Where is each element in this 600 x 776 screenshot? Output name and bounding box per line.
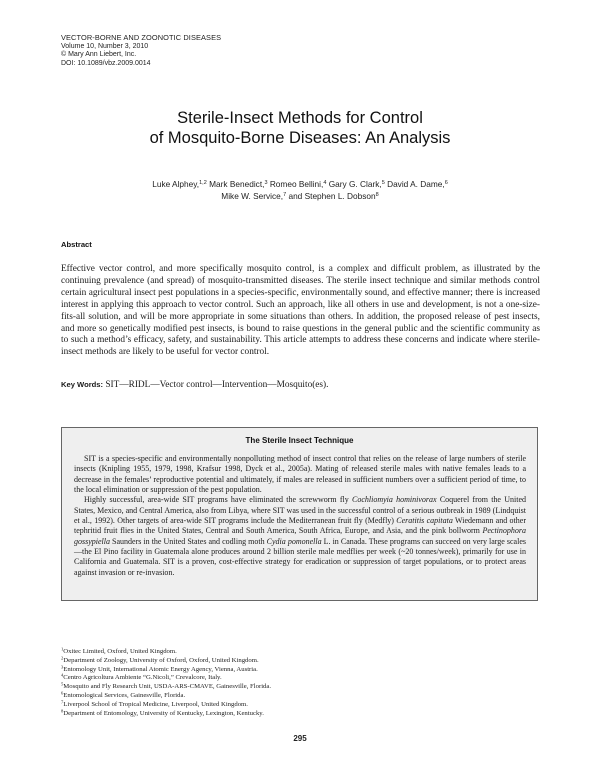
footnote: $^4$Centro Agricoltura Ambiente “G.Nicoli,” Crevalcore, Italy. [61,672,222,682]
species-name: Cochliomyia hominivorax [352,495,437,505]
page-number: 295 [293,734,307,743]
footnote: $^6$Entomological Services, Gainesville, Florida. [61,690,186,699]
author: Mark Benedict,$^3$ [209,179,268,189]
author: Romeo Bellini,$^4$ [269,179,327,189]
author: Gary G. Clark,$^5$ [328,179,385,189]
affiliation-footnotes [61,648,271,718]
author-line-2 [0,191,600,203]
copyright-line: © Mary Ann Liebert, Inc. [61,51,137,59]
journal-volume: Volume 10, Number 3, 2010 [61,42,149,50]
footnote: $^1$Oxitec Limited, Oxford, United Kingdom. [61,646,177,655]
abstract-heading: Abstract [61,240,92,249]
keywords-label: Key Words: [61,380,104,389]
box-body [74,454,526,578]
author: David A. Dame,$^6$ [387,179,448,189]
keywords-text: SIT—RIDL—Vector control—Intervention—Mosquito(es). [105,380,329,390]
footnote: $^3$Entomology Unit, International Atomic Energy Agency, Vienna, Austria. [61,664,258,673]
box-paragraph-2: Highly successful, area-wide SIT programs have eliminated the screwworm fly Cochliomyia hominivorax Coquerel from the United States, Mexico, and Central America, also from Libya, where SIT was used in the successful control of a serious outbreak in 1989 (Lindquist et al., 1992). Other targets of area-wide SIT programs include the Mediterranean fruit fly (Medfly) Ceratitis capitata Wiedemann and other tephritid fruit flies in the United States, Central and South America, South Africa, Europe, and Asia, and the pink bollworm Pectinophora gossypiella Saunders in the United States and codling moth Cydia pomonella L. in Canada. These programs can succeed on very large scales—the El Pino facility in Guatemala alone produces around 2 billion sterile male medflies per week (~20 tonnes/week), primarily for use in California and Guatemala. SIT is a proven, cost-effective strategy for eradication or suppression of target populations, or to protect areas against invasion or re-invasion. [74,495,526,577]
author-list [0,179,600,202]
footnote: $^7$Liverpool School of Tropical Medicine, Liverpool, United Kingdom. [61,699,248,708]
article-title [0,108,600,148]
footnote: $^5$Mosquito and Fly Research Unit, USDA-ARS-CMAVE, Gainesville, Florida. [61,681,272,691]
box-title: The Sterile Insect Technique [245,436,354,445]
footnote: $^8$Department of Entomology, University of Kentucky, Lexington, Kentucky. [61,708,264,717]
author-line-1 [0,179,600,191]
journal-name: VECTOR-BORNE AND ZOONOTIC DISEASES [61,33,222,42]
footnote: $^2$Department of Zoology, University of Oxford, Oxford, United Kingdom. [61,655,259,664]
keywords [61,380,328,390]
sit-sidebar-box [61,427,538,601]
box-paragraph-1: SIT is a species-specific and environmentally nonpolluting method of insect control that relies on the release of large numbers of sterile insects (Knipling 1955, 1979, 1998, Krafsur 1998, Dyck et al., 2005a). Mating of released sterile males with native females leads to a decrease in the females’ reproductive potential and ultimately, if males are released in sufficient numbers over a sufficient period of time, to the local elimination or suppression of the pest population. [74,454,526,495]
abstract-text: Effective vector control, and more specifically mosquito control, is a complex and difficult problem, as illustrated by the continuing prevalence (and spread) of mosquito-transmitted diseases. The sterile insect technique and similar methods control certain agricultural insect pest populations in a species-specific, environmentally sound, and effective manner; there is increased interest in applying this approach to vector control. Such an approach, like all others in use and development, is not a one-size-fits-all solution, and will be more appropriate in some situations than others. In addition, the proposed release of pest insects, and more so genetically modified pest insects, is bound to raise questions in the general public and the scientific community as to such a method’s efficacy, safety, and sustainability. This article attempts to address these concerns and indicate where sterile-insect methods are likely to be useful for vector control. [61,264,540,358]
species-name: Cydia pomonella [266,536,322,546]
author: and Stephen L. Dobson$^8$ [288,190,379,201]
title-line-2: of Mosquito-Borne Diseases: An Analysis [149,129,451,147]
journal-header [61,34,221,68]
title-line-1: Sterile-Insect Methods for Control [177,109,423,127]
author: Luke Alphey,$^{1,2}$ [152,179,207,189]
author: Mike W. Service,$^7$ [221,190,287,201]
species-name: Ceratitis capitata [396,516,453,526]
doi-line: DOI: 10.1089/vbz.2009.0014 [61,59,151,67]
species-name: Pectinophora gossypiella [74,526,526,546]
